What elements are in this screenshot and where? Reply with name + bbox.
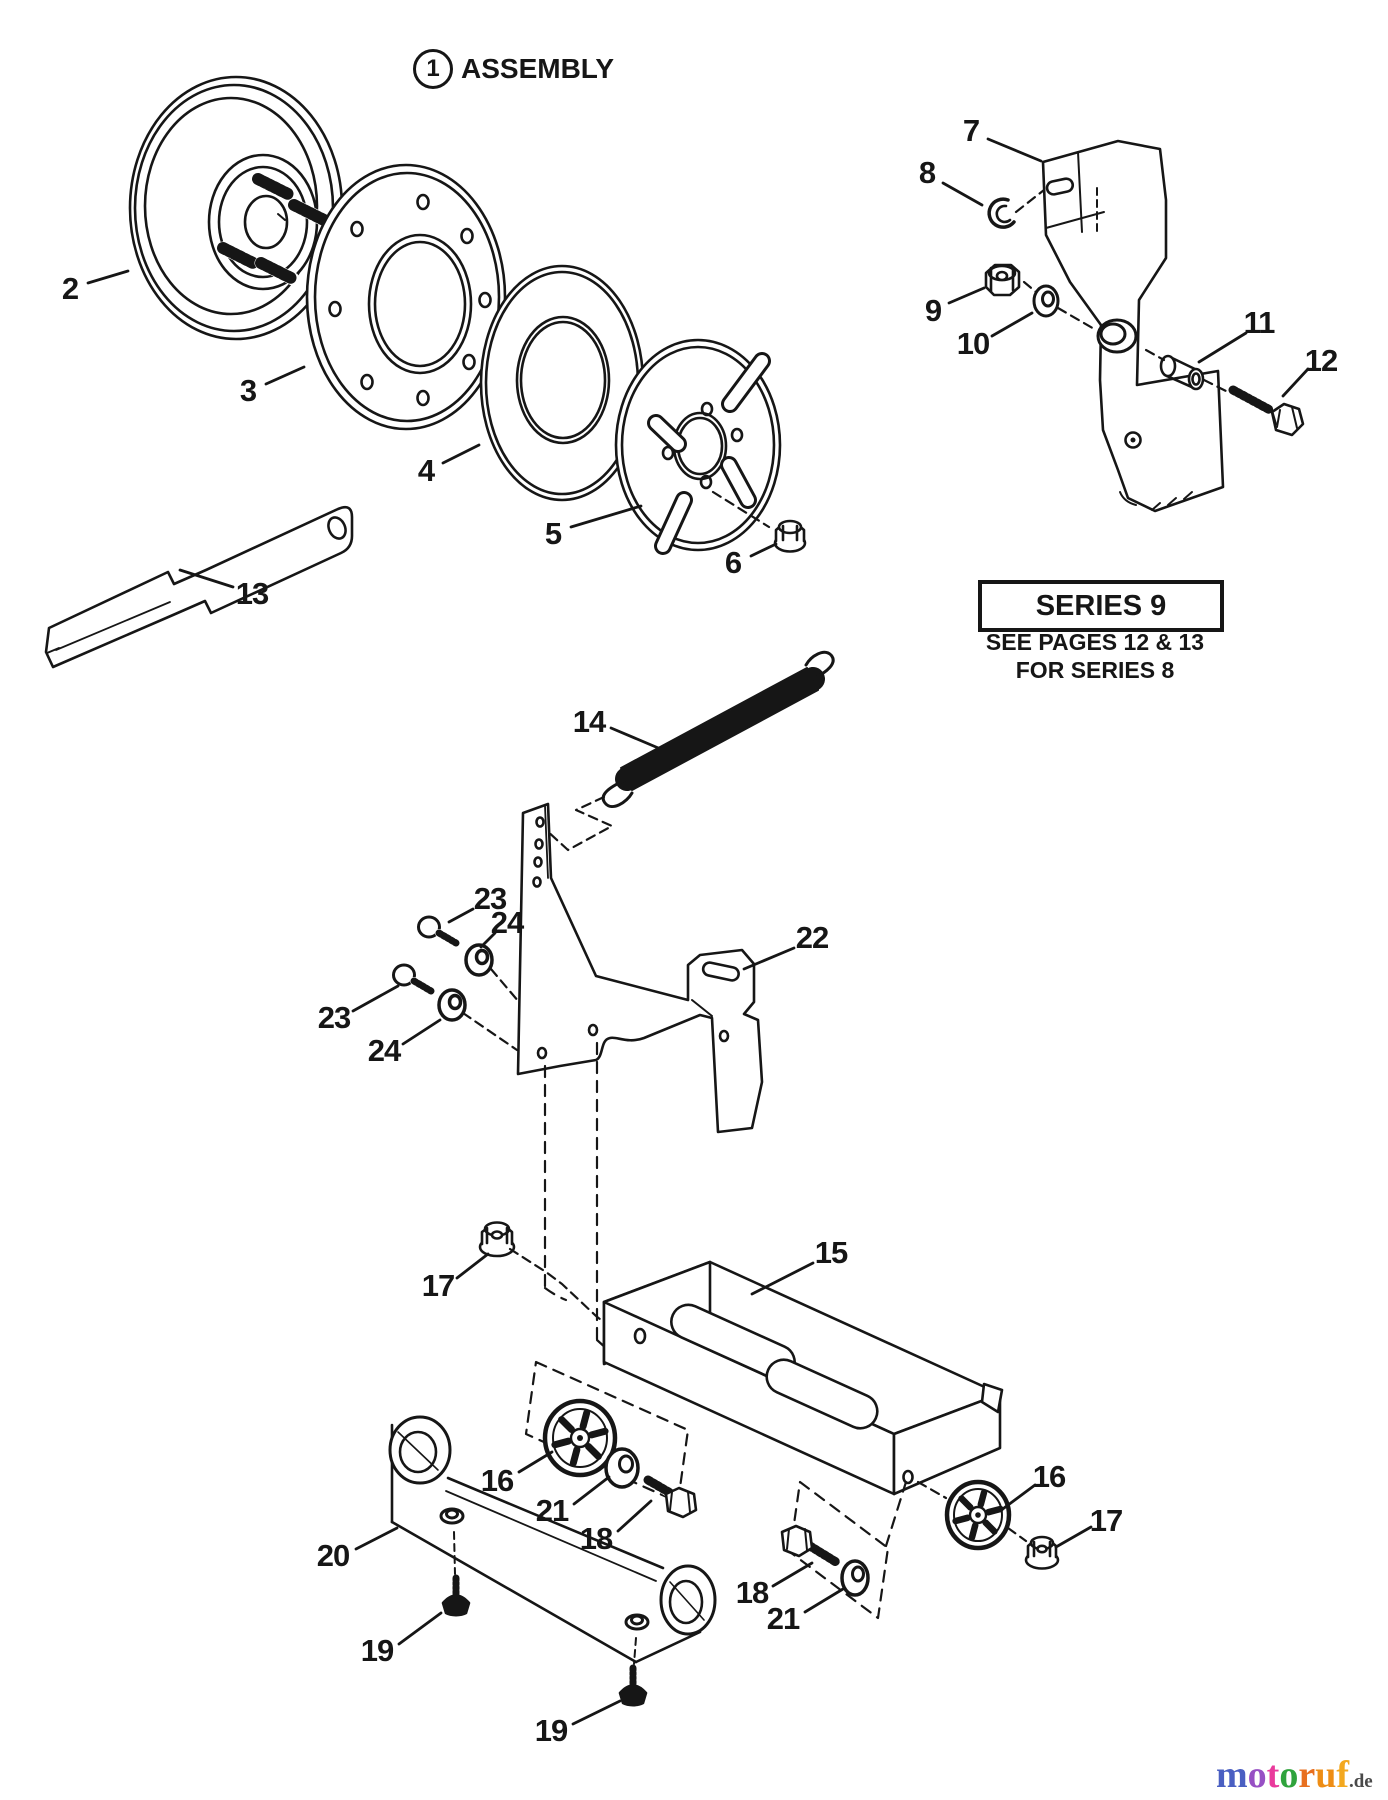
assembly-title-label: ASSEMBLY [461, 53, 615, 84]
leader-line-18 [773, 1563, 812, 1586]
callout-2: 2 [61, 271, 79, 306]
leader-line-7 [988, 139, 1041, 161]
watermark-letter: t [1266, 1754, 1280, 1796]
series-box-label: SERIES 9 [1035, 589, 1167, 622]
callout-24: 24 [367, 1033, 401, 1068]
callout-18: 18 [579, 1521, 613, 1556]
callout-23: 23 [473, 881, 507, 916]
watermark-suffix: .de [1348, 1771, 1373, 1792]
callout-3: 3 [239, 373, 257, 408]
series-note-line2: FOR SERIES 8 [1015, 657, 1175, 683]
part-8-clip [989, 199, 1014, 227]
callout-19: 19 [360, 1633, 394, 1668]
part-10-washer [1034, 286, 1058, 316]
callout-11: 11 [1243, 305, 1275, 340]
watermark-letter: f [1336, 1754, 1349, 1796]
watermark-motoruf [1216, 1756, 1373, 1800]
leader-line-18 [618, 1501, 651, 1531]
callout-16: 16 [1032, 1459, 1066, 1494]
part-19-screw-left [443, 1532, 469, 1615]
leader-line-17 [1056, 1527, 1091, 1547]
assembly-number: 1 [426, 55, 440, 82]
leader-line-16 [519, 1452, 552, 1472]
callout-21: 21 [766, 1601, 800, 1636]
callout-19: 19 [534, 1713, 568, 1748]
part-12-hex-bolt [1233, 390, 1303, 435]
watermark-letter: u [1315, 1754, 1337, 1796]
leader-line-22 [744, 948, 794, 969]
dash-nut17-line [510, 1249, 614, 1330]
leader-line-19 [573, 1701, 620, 1724]
callout-6: 6 [724, 545, 742, 580]
leader-line-11 [1199, 333, 1246, 362]
part-24-washer-lower [439, 990, 465, 1020]
callout-13: 13 [235, 576, 269, 611]
leader-line-10 [992, 313, 1032, 336]
leader-line-24 [403, 1020, 440, 1044]
part-17-nut-left [480, 1223, 514, 1257]
callout-23: 23 [317, 1000, 351, 1035]
leader-line-21 [574, 1477, 609, 1504]
assembly-number-badge [413, 49, 453, 89]
watermark-letter: o [1247, 1754, 1267, 1796]
leader-line-23 [449, 909, 473, 922]
part-9-hex-nut [986, 265, 1019, 295]
part-15-channel [604, 1262, 1002, 1494]
leader-line-14 [611, 728, 663, 750]
leader-line-5 [571, 506, 641, 527]
callout-22: 22 [795, 920, 829, 955]
callout-9: 9 [924, 293, 942, 328]
part-19-screw-bottom [620, 1638, 646, 1705]
dash-fastener-axes [463, 969, 519, 1050]
leader-line-19 [399, 1613, 441, 1644]
part-21-washer-right [842, 1561, 868, 1595]
callout-10: 10 [956, 326, 990, 361]
part-6-flange-nut [775, 521, 805, 552]
callout-24: 24 [490, 905, 524, 940]
part-21-washer-left [606, 1449, 638, 1487]
series-box [978, 580, 1224, 632]
leader-line-23 [353, 986, 398, 1011]
series-note-line1: SEE PAGES 12 & 13 [985, 629, 1205, 655]
callout-5: 5 [544, 516, 562, 551]
leader-line-9 [949, 288, 984, 303]
part-18-bolt-right [782, 1526, 836, 1562]
part-16-grommet-right [947, 1482, 1009, 1548]
callout-12: 12 [1304, 343, 1338, 378]
watermark-letter: o [1279, 1754, 1299, 1796]
callout-14: 14 [572, 704, 606, 739]
callout-4: 4 [417, 453, 435, 488]
part-3-disc [307, 165, 505, 429]
callout-20: 20 [316, 1538, 350, 1573]
leader-line-2 [88, 271, 128, 283]
callout-18: 18 [735, 1575, 769, 1610]
leader-line-15 [752, 1263, 813, 1294]
callout-21: 21 [535, 1493, 569, 1528]
callout-17: 17 [1089, 1503, 1123, 1538]
part-7-bracket [1043, 141, 1223, 511]
watermark-letter: r [1298, 1754, 1316, 1796]
callout-16: 16 [480, 1463, 514, 1498]
leader-line-3 [266, 367, 304, 384]
part-24-washer-upper [466, 945, 492, 975]
leader-line-17 [457, 1254, 488, 1278]
part-18-bolt-left [648, 1480, 696, 1517]
callout-15: 15 [814, 1235, 848, 1270]
drawing-title [413, 49, 614, 89]
leader-line-6 [751, 544, 776, 556]
dash-spring-attach [545, 797, 612, 850]
callout-8: 8 [918, 155, 936, 190]
leader-line-8 [943, 183, 982, 205]
part-14-spring [603, 652, 833, 806]
callout-7: 7 [962, 113, 980, 148]
part-16-grommet-left [545, 1401, 615, 1475]
part-23-bolt-lower [394, 965, 432, 991]
part-22-hanger-bracket [518, 804, 762, 1132]
leader-line-4 [443, 445, 479, 463]
watermark-letter: m [1216, 1754, 1248, 1796]
part-13-flat-bar [46, 507, 352, 667]
callout-17: 17 [421, 1268, 455, 1303]
part-17-nut-right [1026, 1537, 1058, 1569]
leader-line-21 [805, 1589, 843, 1612]
leader-line-20 [356, 1528, 397, 1549]
